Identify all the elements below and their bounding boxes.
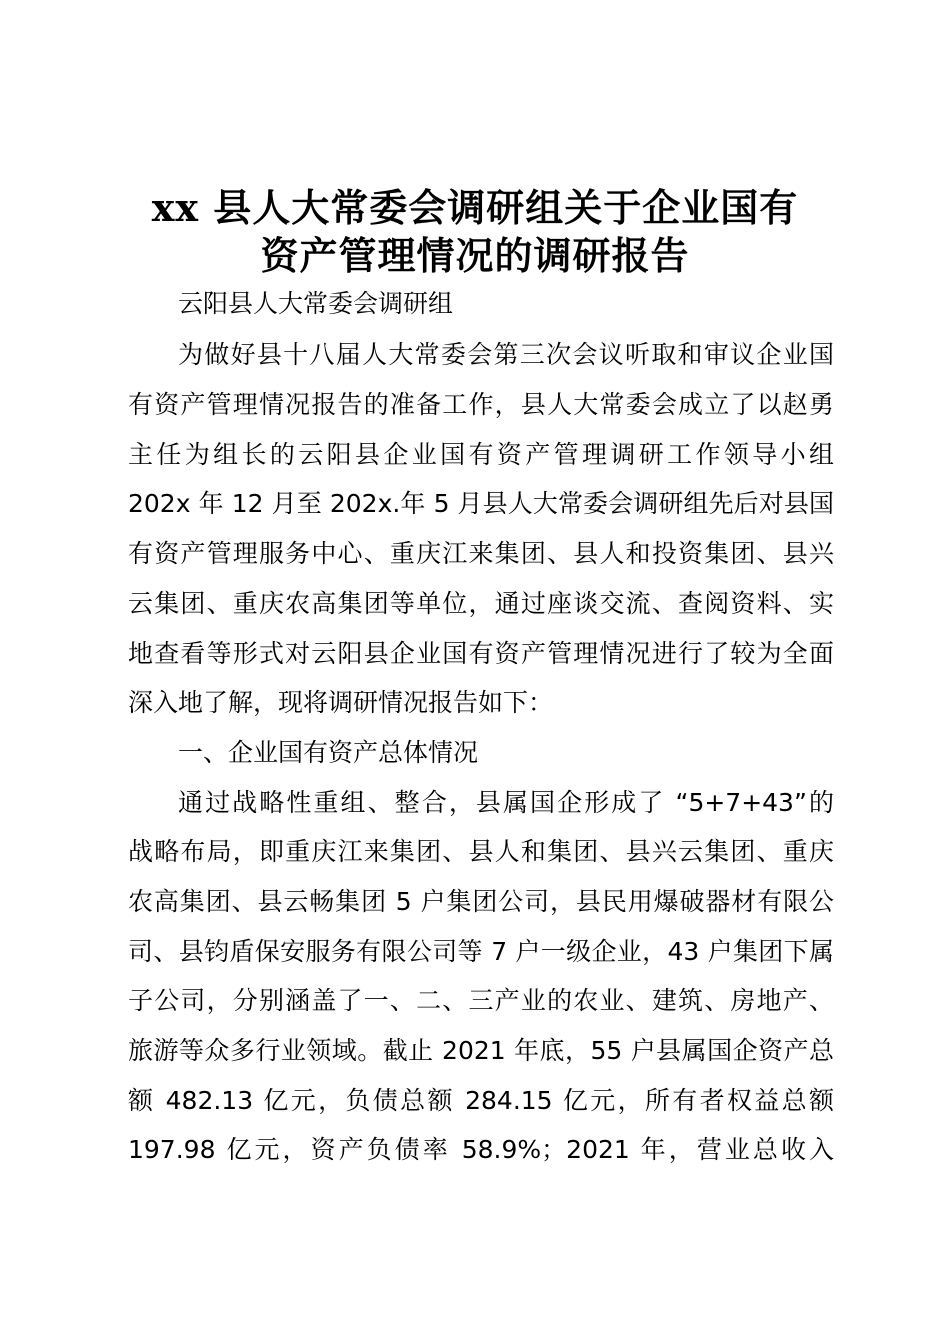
paragraph-1-line-1: 为做好县十八届人大常委会第三次会议听取和审议企业国: [178, 340, 834, 369]
paragraph-2-line-8: 197.98 亿元，资产负债率 58.9%；2021 年，营业总收入: [128, 1135, 834, 1164]
paragraph-1-line-5: 有资产管理服务中心、重庆江来集团、县人和投资集团、县兴: [128, 539, 834, 568]
paragraph-2-line-7: 额 482.13 亿元，负债总额 284.15 亿元，所有者权益总额: [128, 1086, 834, 1115]
author-line: 云阳县人大常委会调研组: [178, 289, 454, 318]
paragraph-1-line-4: 202x 年 12 月至 202x.年 5 月县人大常委会调研组先后对县国: [128, 489, 834, 518]
paragraph-1-line-7: 地查看等形式对云阳县企业国有资产管理情况进行了较为全面: [128, 639, 834, 668]
paragraph-1-line-6: 云集团、重庆农高集团等单位，通过座谈交流、查阅资料、实: [128, 589, 834, 618]
document-title-line-1: xx 县人大常委会调研组关于企业国有: [151, 185, 799, 230]
paragraph-1-line-8: 深入地了解，现将调研情况报告如下：: [128, 688, 554, 717]
paragraph-2-line-6: 旅游等众多行业领域。截止 2021 年底，55 户县属国企资产总: [128, 1036, 834, 1065]
paragraph-2-line-2: 战略布局，即重庆江来集团、县人和集团、县兴云集团、重庆: [128, 837, 834, 866]
paragraph-2-line-3: 农高集团、县云畅集团 5 户集团公司，县民用爆破器材有限公: [128, 887, 834, 916]
paragraph-1-line-3: 主任为组长的云阳县企业国有资产管理调研工作领导小组: [128, 440, 834, 469]
paragraph-2-line-4: 司、县钧盾保安服务有限公司等 7 户一级企业，43 户集团下属: [128, 937, 834, 966]
paragraph-2-line-1: 通过战略性重组、整合，县属国企形成了 “5+7+43”的: [178, 788, 834, 817]
paragraph-1-line-2: 有资产管理情况报告的准备工作，县人大常委会成立了以赵勇: [128, 390, 834, 419]
document-title-line-2: 资产管理情况的调研报告: [260, 233, 690, 278]
section-1-heading: 一、企业国有资产总体情况: [178, 738, 479, 767]
paragraph-2-line-5: 子公司，分别涵盖了一、二、三产业的农业、建筑、房地产、: [128, 986, 834, 1015]
